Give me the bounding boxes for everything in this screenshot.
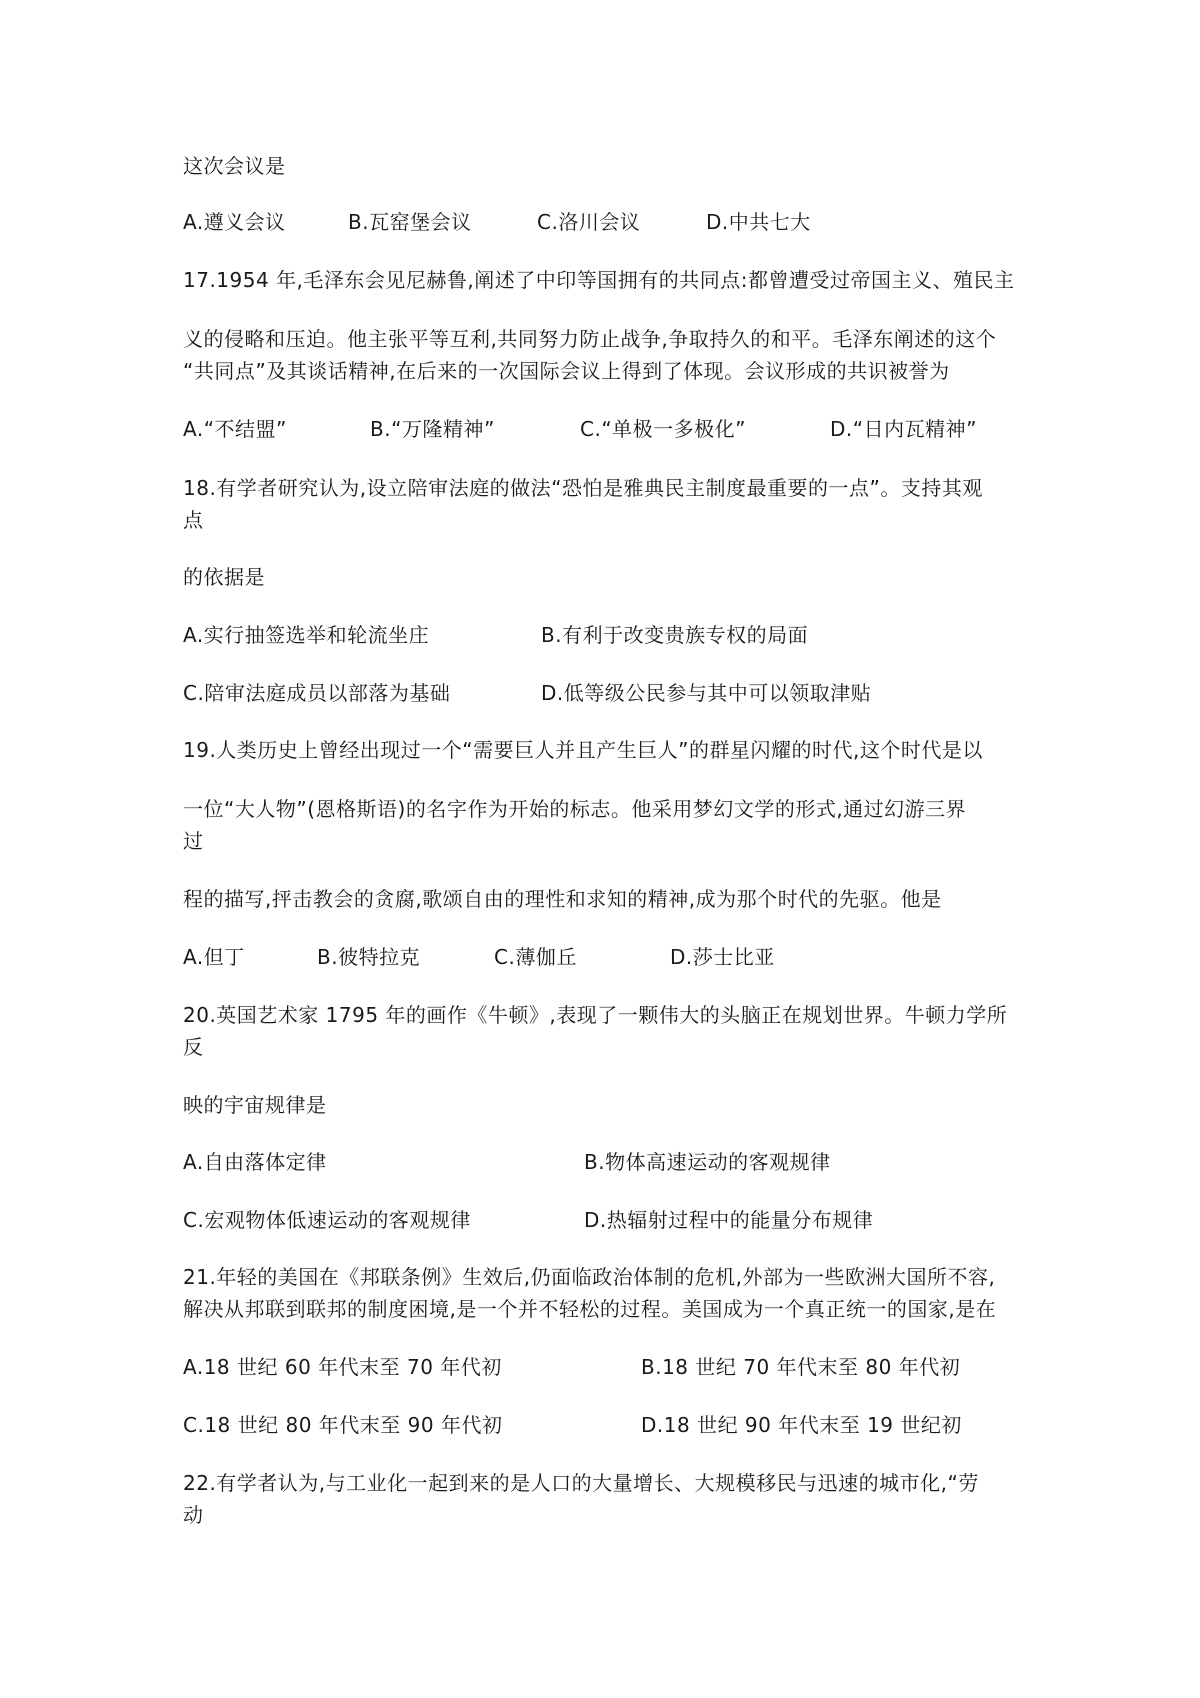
q19-stem-line-2: 一位“大人物”(恩格斯语)的名字作为开始的标志。他采用梦幻文学的形式,通过幻游三界 <box>183 797 967 821</box>
q21-stem-line-2: 解决从邦联到联邦的制度困境,是一个并不轻松的过程。美国成为一个真正统一的国家,是在 <box>183 1297 997 1321</box>
q22-stem-line-1: 22.有学者认为,与工业化一起到来的是人口的大量增长、大规模移民与迅速的城市化,“劳 <box>183 1471 979 1495</box>
q20-option-d: D.热辐射过程中的能量分布规律 <box>584 1208 874 1232</box>
q21-option-a: A.18 世纪 60 年代末至 70 年代初 <box>183 1355 502 1379</box>
q20-stem-line-2: 反 <box>183 1035 204 1059</box>
q17-stem-line-1: 17.1954 年,毛泽东会见尼赫鲁,阐述了中印等国拥有的共同点:都曾遭受过帝国主义、殖民主 <box>183 268 1015 292</box>
q19-stem-line-4: 程的描写,抨击教会的贪腐,歌颂自由的理性和求知的精神,成为那个时代的先驱。他是 <box>183 887 942 911</box>
q18-stem-line-2: 点 <box>183 508 204 532</box>
q18-option-a: A.实行抽签选举和轮流坐庄 <box>183 623 430 647</box>
q20-stem-line-1: 20.英国艺术家 1795 年的画作《牛顿》,表现了一颗伟大的头脑正在规划世界。牛顿力学所 <box>183 1003 1008 1027</box>
q18-option-c: C.陪审法庭成员以部落为基础 <box>183 681 451 705</box>
q20-option-c: C.宏观物体低速运动的客观规律 <box>183 1208 471 1232</box>
q18-option-b: B.有利于改变贵族专权的局面 <box>541 623 809 647</box>
q16-stem-tail: 这次会议是 <box>183 154 286 178</box>
q19-option-d: D.莎士比亚 <box>670 945 775 969</box>
q17-option-a: A.“不结盟” <box>183 417 287 441</box>
q20-stem-line-3: 映的宇宙规律是 <box>183 1093 327 1117</box>
q19-option-c: C.薄伽丘 <box>494 945 577 969</box>
q21-option-d: D.18 世纪 90 年代末至 19 世纪初 <box>641 1413 962 1437</box>
q17-stem-line-3: “共同点”及其谈话精神,在后来的一次国际会议上得到了体现。会议形成的共识被誉为 <box>183 359 950 383</box>
q16-option-d: D.中共七大 <box>706 210 811 234</box>
q19-stem-line-1: 19.人类历史上曾经出现过一个“需要巨人并且产生巨人”的群星闪耀的时代,这个时代是以 <box>183 738 983 762</box>
q20-option-b: B.物体高速运动的客观规律 <box>584 1150 831 1174</box>
q21-stem-line-1: 21.年轻的美国在《邦联条例》生效后,仍面临政治体制的危机,外部为一些欧洲大国所不容, <box>183 1265 996 1289</box>
q18-stem-line-3: 的依据是 <box>183 565 265 589</box>
q16-option-b: B.瓦窑堡会议 <box>348 210 472 234</box>
q17-option-c: C.“单极一多极化” <box>580 417 747 441</box>
q21-option-b: B.18 世纪 70 年代末至 80 年代初 <box>641 1355 961 1379</box>
q18-option-d: D.低等级公民参与其中可以领取津贴 <box>541 681 872 705</box>
q19-option-a: A.但丁 <box>183 945 245 969</box>
q17-stem-line-2: 义的侵略和压迫。他主张平等互利,共同努力防止战争,争取持久的和平。毛泽东阐述的这个 <box>183 327 997 351</box>
q22-stem-line-2: 动 <box>183 1503 204 1527</box>
q18-stem-line-1: 18.有学者研究认为,设立陪审法庭的做法“恐怕是雅典民主制度最重要的一点”。支持其观 <box>183 476 983 500</box>
q17-option-d: D.“日内瓦精神” <box>830 417 977 441</box>
q19-stem-line-3: 过 <box>183 829 204 853</box>
q16-option-a: A.遵义会议 <box>183 210 286 234</box>
q21-option-c: C.18 世纪 80 年代末至 90 年代初 <box>183 1413 503 1437</box>
q16-option-c: C.洛川会议 <box>537 210 641 234</box>
q19-option-b: B.彼特拉克 <box>317 945 421 969</box>
q20-option-a: A.自由落体定律 <box>183 1150 327 1174</box>
q17-option-b: B.“万隆精神” <box>370 417 495 441</box>
